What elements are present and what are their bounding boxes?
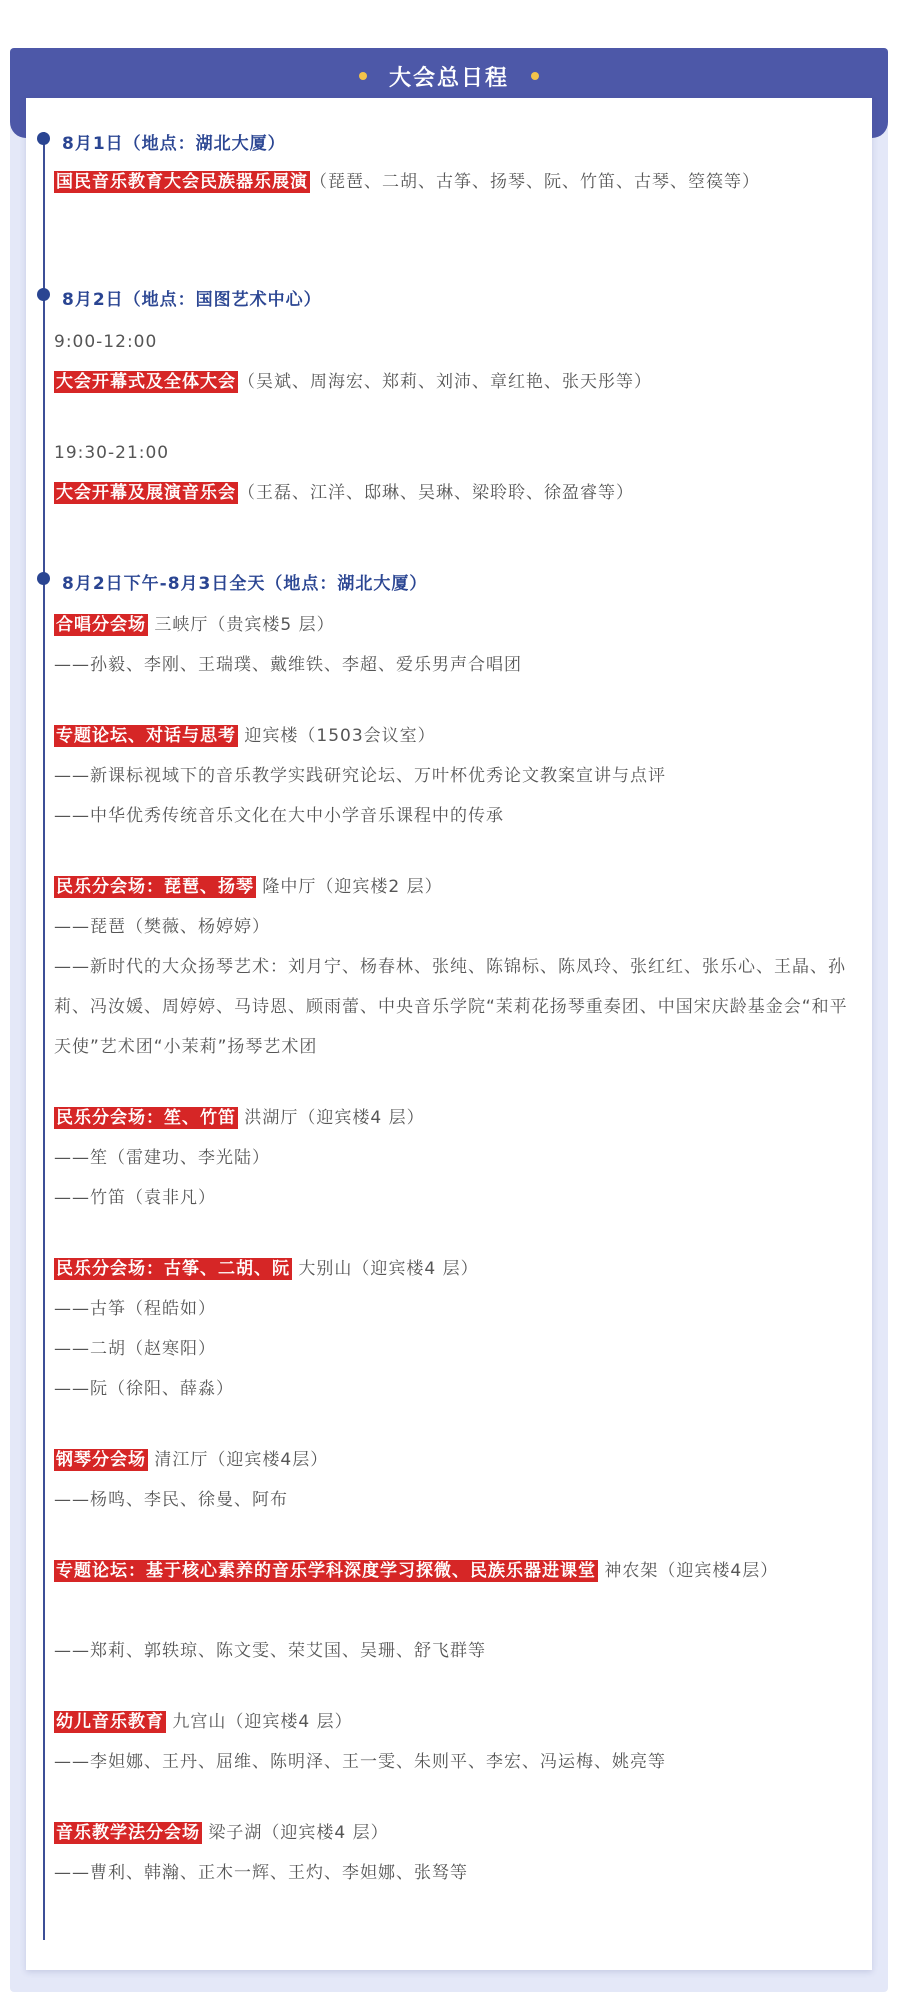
venue-text: 洪湖厅（迎宾楼4 层） [244,1108,425,1128]
venue-line [54,1710,854,1734]
list-item: ——曹利、韩瀚、正木一辉、王灼、李妲娜、张驽等 [54,1863,468,1883]
venue-tag: 民乐分会场：琵琶、扬琴 [56,877,254,897]
venue-text: 迎宾楼（1503会议室） [244,726,436,746]
venue-tag: 民乐分会场：笙、竹笛 [56,1108,236,1128]
list-item: ——古筝（程皓如） [54,1299,216,1319]
event-line [54,481,854,505]
venue-tag: 音乐教学法分会场 [56,1823,200,1843]
time-text: 19:30-21:00 [54,443,170,463]
event-tag: 大会开幕及展演音乐会 [56,483,236,503]
venue-text: 三峡厅（贵宾楼5 层） [154,615,335,635]
venue-text: 隆中厅（迎宾楼2 层） [262,877,443,897]
section-heading: 8月2日（地点：国图艺术中心） [62,290,322,310]
venue-line [54,875,854,899]
venue-tag: 专题论坛：基于核心素养的音乐学科深度学习探微、民族乐器进课堂 [56,1561,596,1581]
venue-tag: 专题论坛、对话与思考 [56,726,236,746]
venue-tag: 幼儿音乐教育 [56,1712,164,1732]
venue-tag: 钢琴分会场 [56,1450,146,1470]
event-text: （吴斌、周海宏、郑莉、刘沛、章红艳、张天彤等） [238,372,652,392]
timeline-dot-icon [37,572,50,585]
list-item: ——新课标视域下的音乐教学实践研究论坛、万叶杯优秀论文教案宣讲与点评 [54,766,666,786]
venue-tag: 民乐分会场：古筝、二胡、阮 [56,1259,290,1279]
time-text: 9:00-12:00 [54,332,158,352]
list-item: ——李妲娜、王丹、屈维、陈明泽、王一雯、朱则平、李宏、冯运梅、姚亮等 [54,1752,666,1772]
timeline-line [43,132,45,1940]
venue-line [54,1257,854,1281]
list-item: ——中华优秀传统音乐文化在大中小学音乐课程中的传承 [54,806,504,826]
list-item: ——孙毅、李刚、王瑞璞、戴维铁、李超、爱乐男声合唱团 [54,655,522,675]
venue-text: 神农架（迎宾楼4层） [604,1561,779,1581]
page-title [0,52,898,100]
section-heading: 8月2日下午-8月3日全天（地点：湖北大厦） [62,574,428,594]
section-heading: 8月1日（地点：湖北大厦） [62,134,286,154]
event-tag: 大会开幕式及全体大会 [56,372,236,392]
venue-line [54,1448,854,1472]
list-item: ——杨鸣、李民、徐曼、阿布 [54,1490,288,1510]
venue-text: 清江厅（迎宾楼4层） [154,1450,329,1470]
list-item: ——琵琶（樊薇、杨婷婷） [54,917,270,937]
list-item: ——二胡（赵寒阳） [54,1339,216,1359]
event-line [54,162,854,202]
venue-line [54,1821,854,1845]
venue-tag: 合唱分会场 [56,615,146,635]
event-text: （王磊、江洋、邸琳、吴琳、梁聆聆、徐盈睿等） [238,483,634,503]
timeline-dot-icon [37,132,50,145]
title-dot-left-icon [359,72,367,80]
list-item: ——竹笛（袁非凡） [54,1188,216,1208]
venue-line [54,613,854,637]
event-text: （琵琶、二胡、古筝、扬琴、阮、竹笛、古琴、箜篌等） [310,172,760,192]
event-line [54,370,854,394]
list-item: ——笙（雷建功、李光陆） [54,1148,270,1168]
list-item: ——阮（徐阳、薛淼） [54,1379,234,1399]
title-text: 大会总日程 [388,65,509,91]
list-item: ——新时代的大众扬琴艺术：刘月宁、杨春林、张纯、陈锦标、陈凤玲、张红红、张乐心、王晶、孙莉、冯汝媛、周婷婷、马诗恩、顾雨蕾、中央音乐学院“茉莉花扬琴重奏团、中国宋庆龄基金会“和平天使”艺术团“小茉莉”扬琴艺术团 [54,957,848,1057]
venue-line [54,1106,854,1130]
venue-line [54,724,854,748]
event-tag: 国民音乐教育大会民族器乐展演 [56,172,308,192]
venue-text: 九宫山（迎宾楼4 层） [172,1712,353,1732]
venue-line [54,1551,854,1591]
venue-text: 梁子湖（迎宾楼4 层） [208,1823,389,1843]
venue-text: 大别山（迎宾楼4 层） [298,1259,479,1279]
title-dot-right-icon [531,72,539,80]
list-item: ——郑莉、郭轶琼、陈文雯、荣艾国、吴珊、舒飞群等 [54,1641,486,1661]
timeline-dot-icon [37,288,50,301]
